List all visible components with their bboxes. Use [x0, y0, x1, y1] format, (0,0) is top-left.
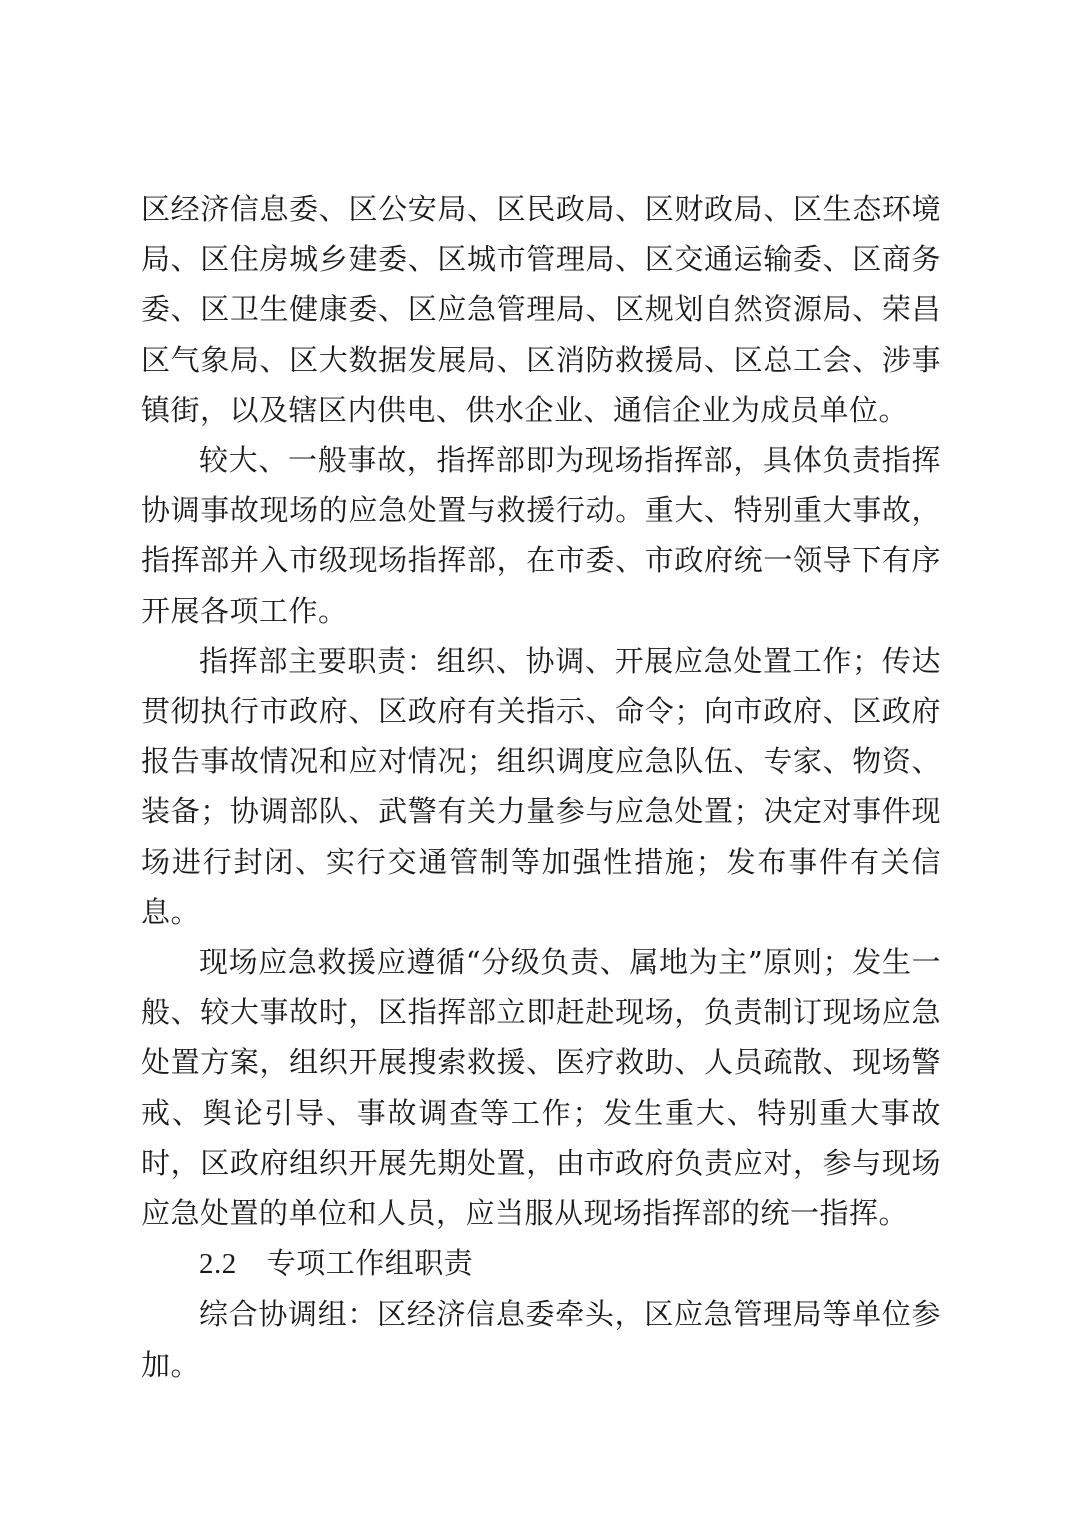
- paragraph-main-duties: 指挥部主要职责：组织、协调、开展应急处置工作；传达贯彻执行市政府、区政府有关指示、命令；向市政府、区政府报告事故情况和应对情况；组织调度应急队伍、专家、物资、装备；协调部队、武警有关力量参与应急处置；决定对事件现场进行封闭、实行交通管制等加强性措施；发布事件有关信息。: [141, 643, 941, 929]
- paragraph-command-role: 较大、一般事故，指挥部即为现场指挥部，具体负责指挥协调事故现场的应急处置与救援行动。重大、特别重大事故，指挥部并入市级现场指挥部，在市委、市政府统一领导下有序开展各项工作。: [141, 443, 941, 628]
- section-heading: [141, 1238, 941, 1289]
- document-body: [141, 184, 941, 1390]
- paragraph-onsite-rescue: 现场应急救援应遵循“分级负责、属地为主”原则；发生一般、较大事故时，区指挥部立即赶赴现场，负责制订现场应急处置方案，组织开展搜索救援、医疗救助、人员疏散、现场警戒、舆论引导、事故调查等工作；发生重大、特别重大事故时，区政府组织开展先期处置，由市政府负责应对，参与现场应急处置的单位和人员，应当服从现场指挥部的统一指挥。: [141, 945, 941, 1231]
- section-title: 专项工作组职责: [266, 1246, 474, 1281]
- section-number: 2.2: [199, 1248, 237, 1281]
- paragraph-member-units: 区经济信息委、区公安局、区民政局、区财政局、区生态环境局、区住房城乡建委、区城市管理局、区交通运输委、区商务委、区卫生健康委、区应急管理局、区规划自然资源局、荣昌区气象局、区大数据发展局、区消防救援局、区总工会、涉事镇街，以及辖区内供电、供水企业、通信企业为成员单位。: [141, 192, 941, 427]
- paragraph-coordination-group: 综合协调组：区经济信息委牵头，区应急管理局等单位参加。: [141, 1297, 941, 1382]
